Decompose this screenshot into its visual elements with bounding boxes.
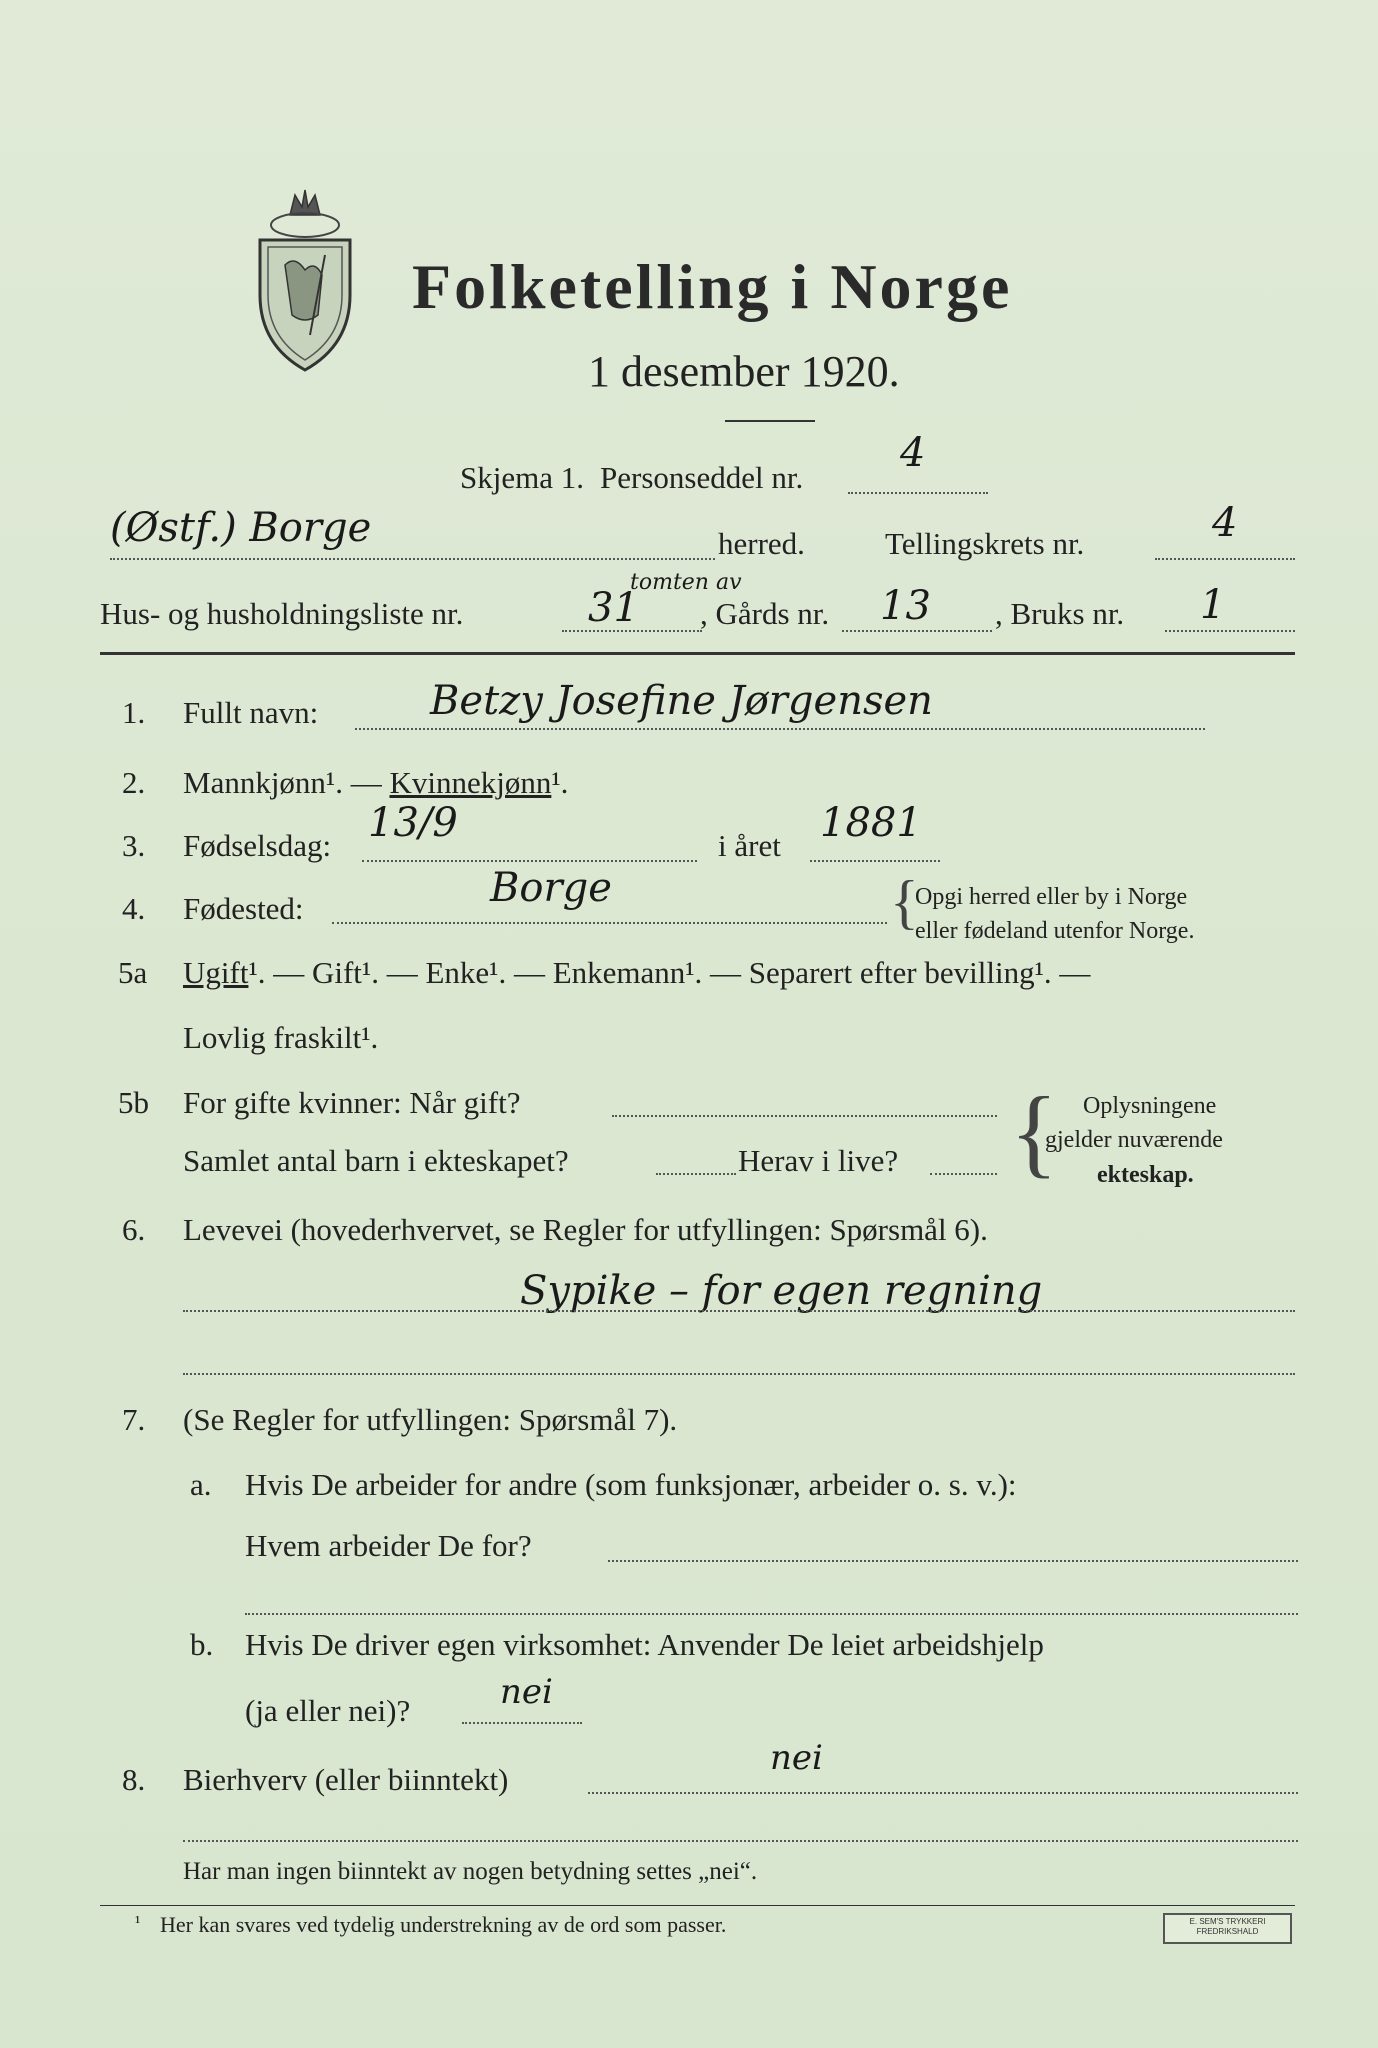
q3-number: 3. — [122, 828, 146, 863]
q6-field-2[interactable] — [183, 1373, 1295, 1375]
q5b-brace: { — [1010, 1076, 1058, 1187]
personseddel-value: 4 — [900, 430, 926, 476]
personseddel-field[interactable] — [848, 492, 988, 494]
q3-year-value: 1881 — [820, 800, 922, 846]
footer-rule — [100, 1905, 1295, 1906]
q7b-value: nei — [500, 1672, 553, 1712]
q3-value: 13/9 — [368, 800, 458, 846]
tellingskrets-field[interactable] — [1155, 558, 1295, 560]
q8-value: nei — [770, 1738, 823, 1778]
q8-field-2[interactable] — [183, 1840, 1298, 1842]
q1-value: Betzy Josefine Jørgensen — [430, 678, 933, 724]
q8-number: 8. — [122, 1762, 146, 1797]
q4-value: Borge — [490, 865, 612, 911]
herred-value: (Østf.) Borge — [110, 505, 372, 551]
q5a-number: 5a — [118, 955, 148, 990]
q5a-line2[interactable]: Lovlig fraskilt¹. — [183, 1020, 379, 1055]
q2-male-option[interactable]: Mannkjønn¹. — — [183, 765, 390, 800]
q7a-field-2[interactable] — [245, 1613, 1298, 1615]
q2-female-option[interactable]: Kvinnekjønn — [389, 765, 552, 800]
husliste-label: Hus- og husholdningsliste nr. — [100, 596, 464, 631]
printer-stamp — [1163, 1913, 1292, 1944]
q3-year-label: i året — [718, 828, 781, 863]
tellingskrets-value: 4 — [1212, 500, 1238, 546]
q5a-other-options[interactable]: ¹. — Gift¹. — Enke¹. — Enkemann¹. — Separert efter bevilling¹. — — [248, 955, 1091, 990]
q3-label: Fødselsdag: — [183, 828, 332, 863]
stamp-line-1: E. SEM'S TRYKKERI — [1189, 1917, 1266, 1926]
q5b-note-1: Oplysningene — [1083, 1093, 1217, 1119]
title-rule — [725, 420, 815, 422]
footnote-text: Her kan svares ved tydelig understrekning av de ord som passer. — [160, 1912, 727, 1937]
q5a-ugift-option[interactable]: Ugift — [183, 955, 249, 990]
form-title: Folketelling i Norge — [412, 251, 1013, 322]
personseddel-label: Personseddel nr. — [600, 460, 804, 495]
q5b-alive-label: Herav i live? — [738, 1143, 899, 1178]
bruks-value: 1 — [1200, 582, 1226, 628]
q8-field-1[interactable] — [588, 1792, 1298, 1794]
q1-field[interactable] — [355, 728, 1205, 730]
bruks-field[interactable] — [1165, 630, 1295, 632]
q7a-line2: Hvem arbeider De for? — [245, 1528, 532, 1563]
gards-label: , Gårds nr. — [700, 596, 830, 631]
q5b-number: 5b — [118, 1085, 149, 1120]
q8-label: Bierhverv (eller biinntekt) — [183, 1762, 509, 1797]
q5b-married-field[interactable] — [612, 1115, 997, 1117]
q7-number: 7. — [122, 1402, 146, 1437]
q3-field[interactable] — [362, 860, 697, 862]
q5b-children-field[interactable] — [656, 1173, 736, 1175]
q5b-children-label: Samlet antal barn i ekteskapet? — [183, 1143, 569, 1178]
q1-label: Fullt navn: — [183, 695, 319, 730]
header-rule — [100, 652, 1295, 655]
footnote-mark: ¹ — [135, 1912, 141, 1932]
q7b-letter: b. — [190, 1627, 214, 1662]
q7a-field-1[interactable] — [608, 1560, 1298, 1562]
q5b-note-2: gjelder nuværende — [1045, 1127, 1223, 1153]
q5b-note-3: ekteskap. — [1097, 1162, 1194, 1188]
herred-field[interactable] — [110, 558, 715, 560]
q5a-options — [183, 955, 1090, 991]
q4-note-2: eller fødeland utenfor Norge. — [915, 918, 1195, 944]
biinntekt-note: Har man ingen biinntekt av nogen betydning settes „nei“. — [183, 1858, 758, 1885]
census-date: 1 desember 1920. — [588, 347, 900, 396]
skjema-label: Skjema 1. — [460, 460, 584, 495]
q5b-alive-field[interactable] — [930, 1173, 997, 1175]
q7b-field[interactable] — [462, 1722, 582, 1724]
norwegian-coat-of-arms-icon — [250, 185, 360, 375]
gards-value: 13 — [880, 583, 931, 629]
bruks-label: , Bruks nr. — [995, 596, 1125, 631]
husliste-value: 31 — [588, 585, 639, 631]
q4-number: 4. — [122, 891, 146, 926]
q3-year-field[interactable] — [810, 860, 940, 862]
q5b-label: For gifte kvinner: Når gift? — [183, 1085, 521, 1120]
q6-label: Levevei (hovederhvervet, se Regler for utfyllingen: Spørsmål 6). — [183, 1212, 988, 1247]
q2-suffix: ¹. — [551, 765, 569, 800]
q2-number: 2. — [122, 765, 146, 800]
q6-value: Sypike – for egen regning — [520, 1268, 1043, 1314]
q7b-label: Hvis De driver egen virksomhet: Anvender De leiet arbeidshjelp — [245, 1627, 1044, 1662]
q4-brace: { — [890, 869, 919, 935]
stamp-line-2: FREDRIKSHALD — [1196, 1927, 1259, 1936]
q4-note-1: Opgi herred eller by i Norge — [915, 884, 1188, 910]
herred-label: herred. — [718, 526, 805, 561]
q2-sex-options — [183, 765, 568, 801]
q4-label: Fødested: — [183, 891, 304, 926]
gards-field[interactable] — [842, 630, 992, 632]
tellingskrets-label: Tellingskrets nr. — [885, 526, 1085, 561]
q6-field-1[interactable] — [183, 1310, 1295, 1312]
q7a-letter: a. — [190, 1467, 212, 1502]
q7-label: (Se Regler for utfyllingen: Spørsmål 7). — [183, 1402, 678, 1437]
q7a-label: Hvis De arbeider for andre (som funksjonær, arbeider o. s. v.): — [245, 1467, 1017, 1502]
q4-field[interactable] — [332, 922, 887, 924]
q1-number: 1. — [122, 695, 146, 730]
q7b-line2: (ja eller nei)? — [245, 1693, 411, 1728]
husliste-note: tomten av — [630, 570, 742, 595]
q6-number: 6. — [122, 1212, 146, 1247]
